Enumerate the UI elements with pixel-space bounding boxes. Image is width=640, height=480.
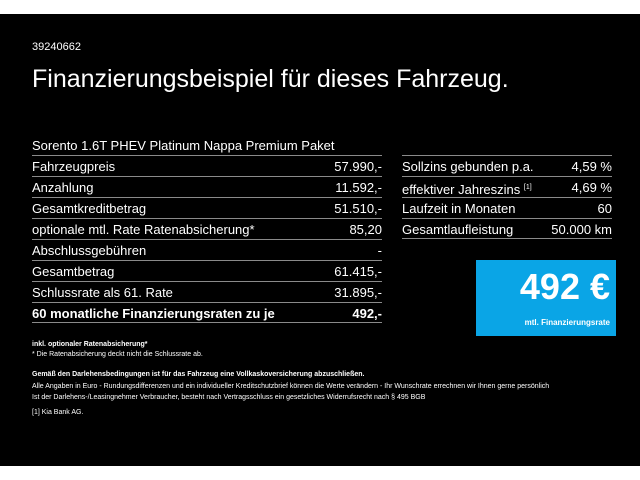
row-value: 51.510,-: [334, 201, 382, 216]
footnote-text: Kia Bank AG.: [41, 409, 84, 416]
table-row: [32, 176, 382, 197]
row-label: Schlussrate als 61. Rate: [32, 285, 173, 300]
page-title: Finanzierungsbeispiel für dieses Fahrzeug.: [32, 65, 509, 93]
row-label: Fahrzeugpreis: [32, 159, 116, 174]
table-row: [402, 155, 612, 176]
row-value: 57.990,-: [334, 159, 382, 174]
row-label: Sollzins gebunden p.a.: [402, 159, 534, 174]
table-row: [32, 260, 382, 281]
row-label: optionale mtl. Rate Ratenabsicherung*: [32, 222, 255, 237]
row-label: Gesamtkreditbetrag: [32, 201, 147, 216]
row-label: Gesamtlaufleistung: [402, 222, 514, 237]
row-value: 85,20: [349, 222, 382, 237]
footnote-marker: [1]: [523, 184, 532, 191]
row-value: -: [377, 243, 382, 258]
table-row: [32, 155, 382, 176]
bank-footnote: [32, 408, 83, 418]
disclaimer-line-2: Ist der Darlehens-/Leasingnehmer Verbraucher, besteht nach Vertragsschluss ein gesetzliches Widerrufsrecht nach § 495 BGB: [32, 394, 426, 401]
footnote-marker: [1]: [32, 409, 40, 416]
financing-table-left: [32, 155, 382, 323]
row-label: Laufzeit in Monaten: [402, 201, 516, 216]
monthly-rate-box: [476, 260, 616, 336]
row-value: 60: [597, 201, 612, 216]
row-label: 60 monatliche Finanzierungsraten zu je: [32, 306, 275, 321]
table-row: [32, 218, 382, 239]
table-row-monthly-rate: [32, 302, 382, 323]
row-value: 61.415,-: [334, 264, 382, 279]
row-label: Anzahlung: [32, 180, 94, 195]
vehicle-model: Sorento 1.6T PHEV Platinum Nappa Premium Paket: [32, 138, 335, 153]
row-value: 4,69 %: [571, 180, 612, 195]
table-row: [32, 239, 382, 260]
financing-table-right: [402, 155, 612, 239]
row-label: Abschlussgebühren: [32, 243, 147, 258]
disclaimer-line-1: Alle Angaben in Euro - Rundungsdifferenzen und ein individueller Kreditschutzbrief können die Werte verändern - Ihr Wunschrate errechnen wir Ihnen gerne persönlich: [32, 383, 550, 390]
insurance-requirement: Gemäß den Darlehensbedingungen ist für das Fahrzeug eine Vollkaskoversicherung abzuschließen.: [32, 371, 365, 378]
row-label: Gesamtbetrag: [32, 264, 115, 279]
monthly-rate-amount: 492 €: [519, 266, 610, 307]
table-row: [32, 197, 382, 218]
row-value: 11.592,-: [335, 180, 382, 195]
financing-panel: [0, 14, 640, 466]
row-value: 31.895,-: [334, 285, 382, 300]
row-value: 50.000 km: [551, 222, 612, 237]
row-value: 4,59 %: [571, 159, 612, 174]
reference-number: 39240662: [32, 41, 81, 53]
row-value: 492,-: [352, 306, 382, 321]
insurance-footnote: * Die Ratenabsicherung deckt nicht die Schlussrate ab.: [32, 351, 203, 358]
table-row: [32, 281, 382, 302]
table-row: [402, 218, 612, 239]
monthly-rate-label: mtl. Finanzierungsrate: [524, 318, 610, 327]
table-row: [402, 176, 612, 197]
optional-insurance-note: inkl. optionaler Ratenabsicherung*: [32, 341, 148, 348]
table-row: [402, 197, 612, 218]
row-label: effektiver Jahreszins [1]: [402, 182, 532, 197]
